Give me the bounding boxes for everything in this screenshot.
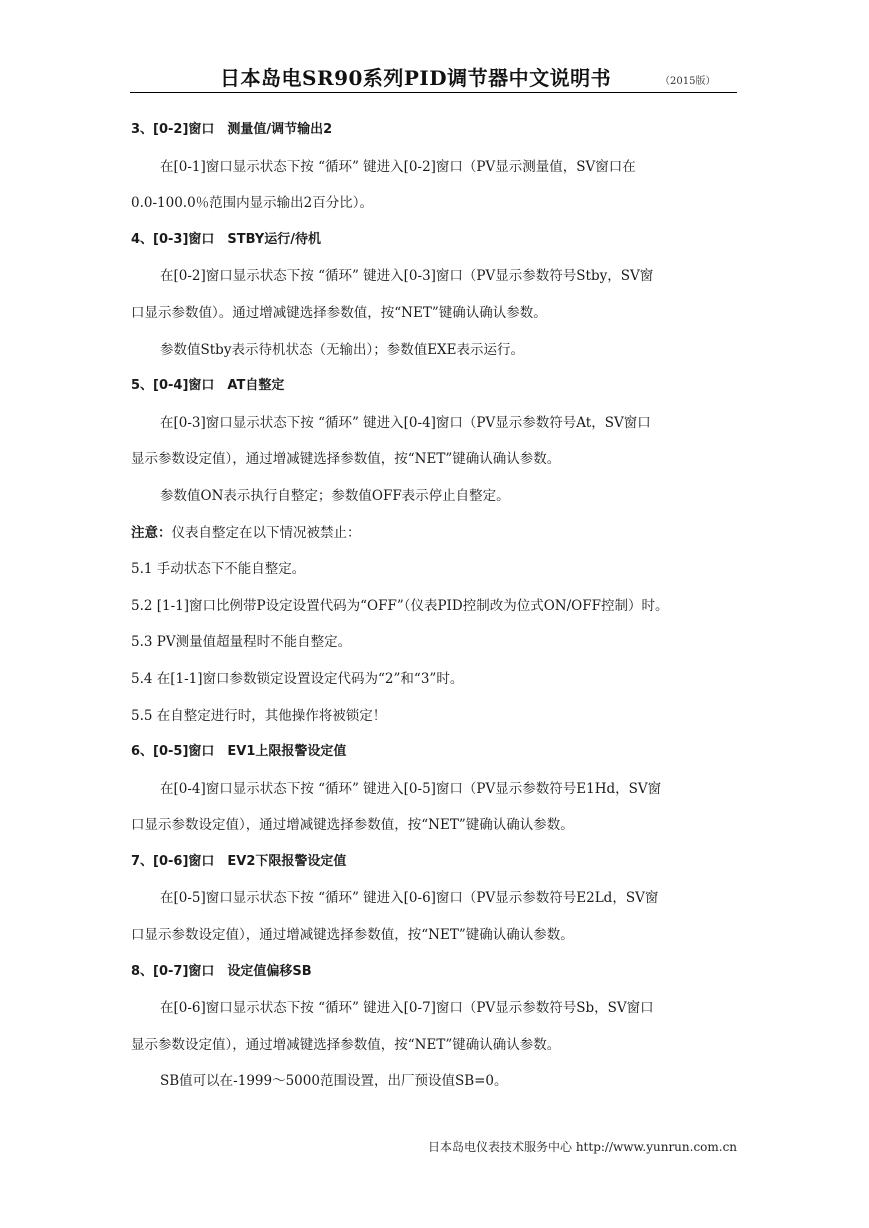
paragraph-line: 参数值ON表示执行自整定；参数值OFF表示停止自整定。 bbox=[160, 487, 510, 504]
note-item: 5.3 PV测量值超量程时不能自整定。 bbox=[131, 634, 352, 651]
paragraph-line: SB值可以在-1999～5000范围设置，出厂预设值SB=0。 bbox=[160, 1073, 508, 1090]
note-text: 仪表自整定在以下情况被禁止： bbox=[171, 524, 361, 541]
note-item: 5.2 [1-1]窗口比例带P设定设置代码为“OFF”（仪表PID控制改为位式ON/OFF控制）时。 bbox=[131, 597, 669, 614]
paragraph-line: 在[0-1]窗口显示状态下按 “循环” 键进入[0-2]窗口（PV显示测量值，SV窗口在 bbox=[160, 158, 636, 175]
paragraph-line: 0.0-100.0％范围内显示输出2百分比）。 bbox=[131, 195, 374, 212]
section-heading-7: 7、[0-6]窗口 EV2下限报警设定值 bbox=[131, 853, 347, 869]
paragraph-line: 在[0-3]窗口显示状态下按 “循环” 键进入[0-4]窗口（PV显示参数符号At，SV窗口 bbox=[160, 414, 651, 431]
paragraph-line: 口显示参数设定值），通过增减键选择参数值，按“NET”键确认确认参数。 bbox=[131, 817, 574, 834]
note-item: 5.1 手动状态下不能自整定。 bbox=[131, 561, 306, 578]
note-line bbox=[131, 520, 737, 557]
note-label: 注意： bbox=[131, 524, 172, 541]
paragraph-line: 显示参数设定值），通过增减键选择参数值，按“NET”键确认确认参数。 bbox=[131, 451, 561, 468]
section-heading-5: 5、[0-4]窗口 AT自整定 bbox=[131, 378, 285, 394]
section-heading-6: 6、[0-5]窗口 EV1上限报警设定值 bbox=[131, 744, 347, 760]
section-heading-8: 8、[0-7]窗口 设定值偏移SB bbox=[131, 963, 312, 979]
paragraph-line: 在[0-5]窗口显示状态下按 “循环” 键进入[0-6]窗口（PV显示参数符号E2Ld，SV窗 bbox=[160, 890, 659, 907]
document-title: 日本岛电SR90系列PID调节器中文说明书 bbox=[220, 66, 612, 90]
note-item: 5.4 在[1-1]窗口参数锁定设置设定代码为“2”和“3”时。 bbox=[131, 670, 464, 687]
paragraph-line: 在[0-2]窗口显示状态下按 “循环” 键进入[0-3]窗口（PV显示参数符号Stby，SV窗 bbox=[160, 268, 654, 285]
page-footer: 日本岛电仪表技术服务中心 http://www.yunrun.com.cn bbox=[428, 1140, 738, 1154]
paragraph-line: 在[0-4]窗口显示状态下按 “循环” 键进入[0-5]窗口（PV显示参数符号E1Hd，SV窗 bbox=[160, 780, 662, 797]
paragraph-line: 口显示参数设定值），通过增减键选择参数值，按“NET”键确认确认参数。 bbox=[131, 927, 574, 944]
section-heading-4: 4、[0-3]窗口 STBY运行/待机 bbox=[131, 231, 322, 247]
paragraph-line: 口显示参数值）。通过增减键选择参数值，按“NET”键确认确认参数。 bbox=[131, 304, 547, 321]
document-body bbox=[131, 117, 737, 1105]
page-header bbox=[130, 60, 737, 93]
paragraph-line: 显示参数设定值），通过增减键选择参数值，按“NET”键确认确认参数。 bbox=[131, 1036, 561, 1053]
paragraph-line: 参数值Stby表示待机状态（无输出）；参数值EXE表示运行。 bbox=[160, 341, 525, 358]
edition-label: （2015版） bbox=[660, 76, 716, 87]
section-heading-3: 3、[0-2]窗口 测量值/调节输出2 bbox=[131, 122, 333, 137]
note-item: 5.5 在自整定进行时，其他操作将被锁定！ bbox=[131, 707, 387, 724]
paragraph-line: 在[0-6]窗口显示状态下按 “循环” 键进入[0-7]窗口（PV显示参数符号Sb，SV窗口 bbox=[160, 1000, 654, 1017]
